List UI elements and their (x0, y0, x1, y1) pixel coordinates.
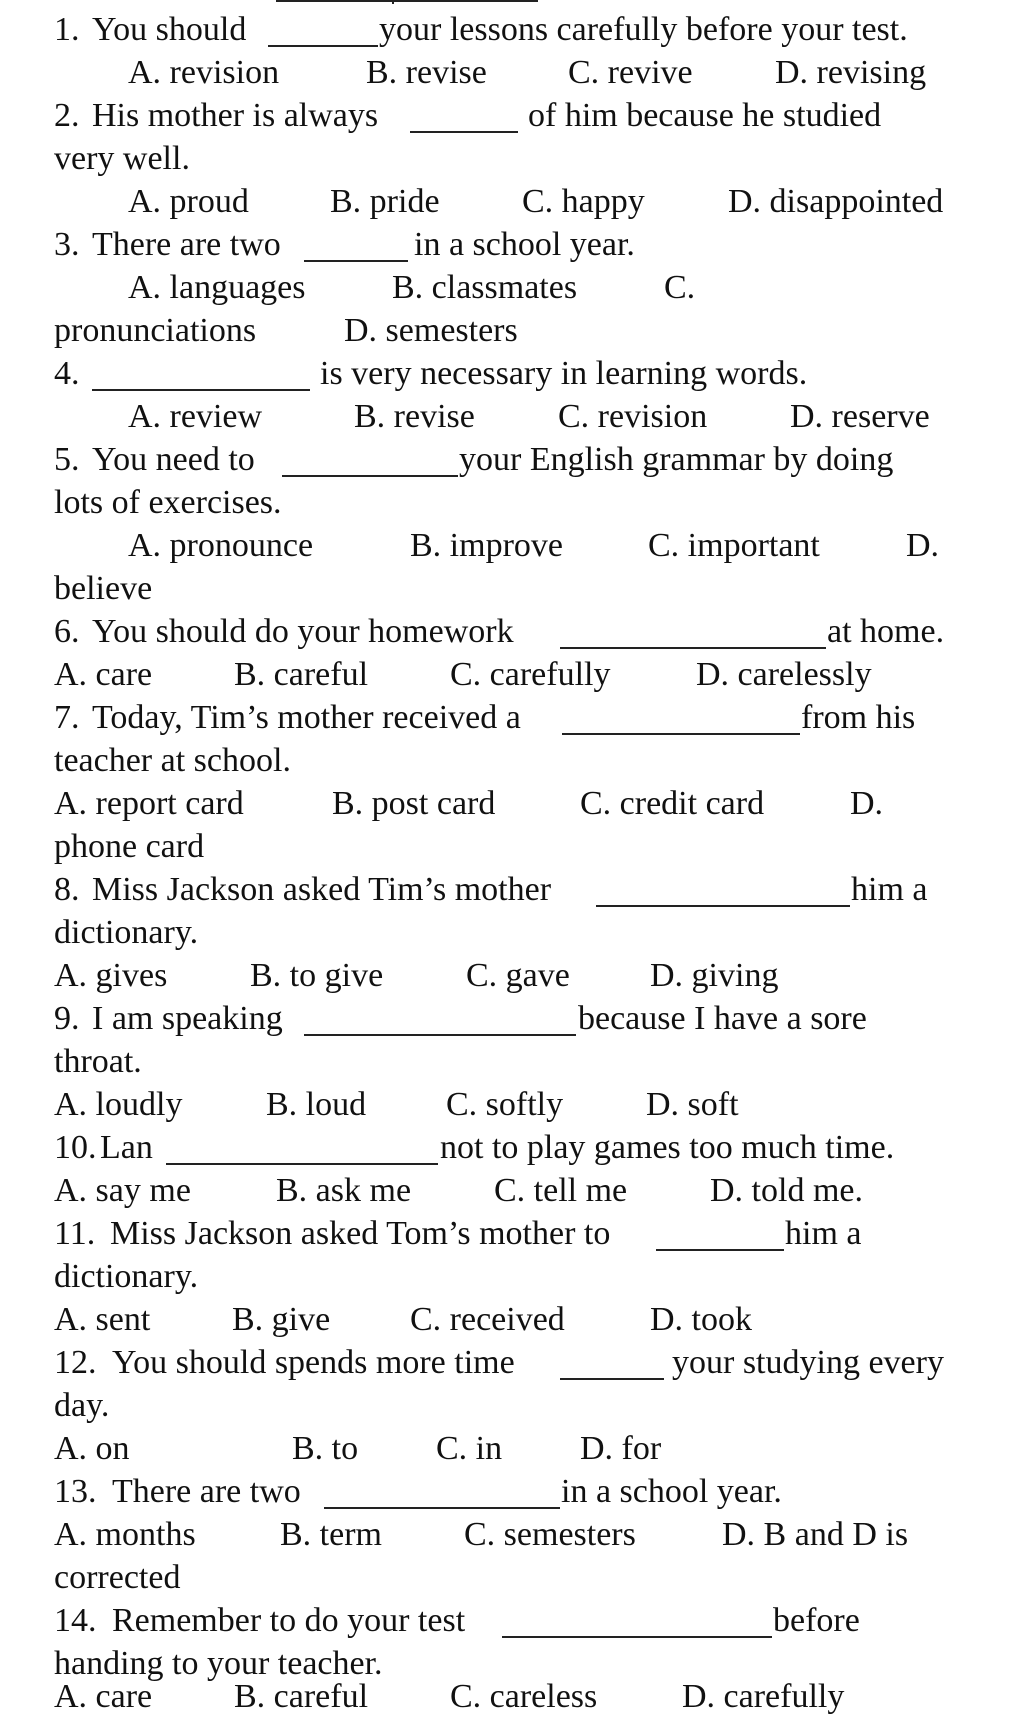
top-tick (392, 0, 394, 4)
option-a[interactable]: A. proud (128, 183, 249, 220)
stem-text: him a (785, 1215, 862, 1252)
top-rule (276, 0, 538, 2)
stem-text: handing to your teacher. (54, 1645, 383, 1682)
option-b[interactable]: B. post card (332, 785, 496, 822)
option-c[interactable]: C. tell me (494, 1172, 628, 1209)
option-b[interactable]: B. to (292, 1430, 359, 1467)
stem-text: in a school year. (414, 226, 635, 263)
stem-text: I am speaking (92, 1000, 283, 1037)
option-c[interactable]: C. careless (450, 1678, 598, 1715)
option-a[interactable]: A. review (128, 398, 263, 435)
stem-text: of him because he studied (528, 97, 882, 134)
option-c[interactable]: C. (664, 269, 696, 306)
option-a[interactable]: A. revision (128, 54, 280, 91)
option-a[interactable]: A. on (54, 1430, 130, 1467)
question-number: 4. (54, 355, 80, 392)
stem-text: Remember to do your test (112, 1602, 466, 1639)
question-number: 9. (54, 1000, 80, 1037)
stem-text: Today, Tim’s mother received a (92, 699, 521, 736)
stem-text: your studying every (672, 1344, 944, 1381)
question-number: 2. (54, 97, 80, 134)
question-number: 11. (54, 1215, 96, 1252)
stem-text: not to play games too much time. (440, 1129, 895, 1166)
option-c[interactable]: C. received (410, 1301, 565, 1338)
stem-text: Miss Jackson asked Tom’s mother to (110, 1215, 611, 1252)
stem-text: at home. (827, 613, 945, 650)
question-number: 12. (54, 1344, 97, 1381)
option-c[interactable]: C. semesters (464, 1516, 636, 1553)
stem-text: very well. (54, 140, 190, 177)
stem-text: You should do your homework (92, 613, 514, 650)
option-d[interactable]: D. (850, 785, 884, 822)
stem-text: him a (851, 871, 928, 908)
option-d[interactable]: D. carelessly (696, 656, 872, 693)
option-a[interactable]: A. sent (54, 1301, 151, 1338)
option-c[interactable]: C. revision (558, 398, 708, 435)
option-c[interactable]: C. carefully (450, 656, 611, 693)
option-b[interactable]: B. careful (234, 656, 369, 693)
answer-blank[interactable] (502, 1636, 772, 1638)
option-d-text[interactable]: phone card (54, 828, 205, 865)
option-d[interactable]: D. (906, 527, 940, 564)
stem-text: from his (801, 699, 916, 736)
option-d[interactable]: D. giving (650, 957, 779, 994)
option-a[interactable]: A. care (54, 1678, 153, 1715)
question-number: 1. (54, 11, 80, 48)
stem-text: You need to (92, 441, 255, 478)
answer-blank[interactable] (562, 733, 800, 735)
answer-blank[interactable] (324, 1507, 560, 1509)
option-d[interactable]: D. semesters (344, 312, 518, 349)
option-b[interactable]: B. to give (250, 957, 384, 994)
question-number: 7. (54, 699, 80, 736)
stem-text: lots of exercises. (54, 484, 282, 521)
stem-text: You should spends more time (112, 1344, 515, 1381)
option-b[interactable]: B. loud (266, 1086, 367, 1123)
option-b[interactable]: B. give (232, 1301, 331, 1338)
option-d[interactable]: D. B and D is (722, 1516, 909, 1553)
option-c[interactable]: C. important (648, 527, 820, 564)
option-b[interactable]: B. pride (330, 183, 440, 220)
option-d-text[interactable]: believe (54, 570, 153, 607)
option-b[interactable]: B. ask me (276, 1172, 412, 1209)
option-c[interactable]: C. softly (446, 1086, 564, 1123)
option-a[interactable]: A. say me (54, 1172, 191, 1209)
option-a[interactable]: A. gives (54, 957, 168, 994)
option-a[interactable]: A. languages (128, 269, 306, 306)
question-number: 10. (54, 1129, 97, 1166)
stem-text: dictionary. (54, 1258, 199, 1295)
stem-text: teacher at school. (54, 742, 291, 779)
option-c[interactable]: C. credit card (580, 785, 765, 822)
answer-blank[interactable] (166, 1163, 438, 1165)
stem-text: There are two (92, 226, 281, 263)
stem-text: in a school year. (561, 1473, 782, 1510)
option-b[interactable]: B. revise (354, 398, 475, 435)
stem-text: before (773, 1602, 860, 1639)
option-b[interactable]: B. classmates (392, 269, 578, 306)
answer-blank[interactable] (268, 45, 378, 47)
question-number: 6. (54, 613, 80, 650)
option-b[interactable]: B. improve (410, 527, 563, 564)
option-c[interactable]: C. in (436, 1430, 503, 1467)
answer-blank[interactable] (304, 1034, 576, 1036)
option-b[interactable]: B. revise (366, 54, 487, 91)
answer-blank[interactable] (304, 260, 408, 262)
option-a[interactable]: A. care (54, 656, 153, 693)
option-a[interactable]: A. months (54, 1516, 196, 1553)
answer-blank[interactable] (282, 475, 458, 477)
stem-text: throat. (54, 1043, 142, 1080)
option-a[interactable]: A. report card (54, 785, 244, 822)
option-c-text[interactable]: pronunciations (54, 312, 257, 349)
option-d[interactable]: D. carefully (682, 1678, 845, 1715)
question-number: 8. (54, 871, 80, 908)
stem-text: His mother is always (92, 97, 379, 134)
option-d[interactable]: D. disappointed (728, 183, 944, 220)
question-number: 5. (54, 441, 80, 478)
stem-text: Lan (100, 1129, 153, 1166)
question-number: 13. (54, 1473, 97, 1510)
answer-blank[interactable] (410, 131, 518, 133)
stem-text: because I have a sore (578, 1000, 867, 1037)
option-d[interactable]: D. soft (646, 1086, 739, 1123)
stem-text: day. (54, 1387, 110, 1424)
option-d-text[interactable]: corrected (54, 1559, 181, 1596)
answer-blank[interactable] (596, 905, 850, 907)
option-d[interactable]: D. told me. (710, 1172, 863, 1209)
stem-text: your English grammar by doing (459, 441, 894, 478)
stem-text: There are two (112, 1473, 301, 1510)
option-b[interactable]: B. careful (234, 1678, 369, 1715)
option-b[interactable]: B. term (280, 1516, 382, 1553)
option-d[interactable]: D. revising (775, 54, 927, 91)
answer-blank[interactable] (560, 1378, 664, 1380)
option-a[interactable]: A. loudly (54, 1086, 183, 1123)
stem-text: Miss Jackson asked Tim’s mother (92, 871, 552, 908)
answer-blank[interactable] (560, 647, 826, 649)
answer-blank[interactable] (92, 389, 310, 391)
stem-text: You should (92, 11, 247, 48)
stem-text: is very necessary in learning words. (320, 355, 808, 392)
stem-text: dictionary. (54, 914, 199, 951)
option-a[interactable]: A. pronounce (128, 527, 314, 564)
stem-text: your lessons carefully before your test. (379, 11, 908, 48)
question-number: 3. (54, 226, 80, 263)
option-d[interactable]: D. took (650, 1301, 752, 1338)
option-d[interactable]: D. for (580, 1430, 662, 1467)
question-number: 14. (54, 1602, 97, 1639)
option-d[interactable]: D. reserve (790, 398, 930, 435)
option-c[interactable]: C. revive (568, 54, 693, 91)
option-c[interactable]: C. gave (466, 957, 570, 994)
answer-blank[interactable] (656, 1249, 784, 1251)
option-c[interactable]: C. happy (522, 183, 645, 220)
